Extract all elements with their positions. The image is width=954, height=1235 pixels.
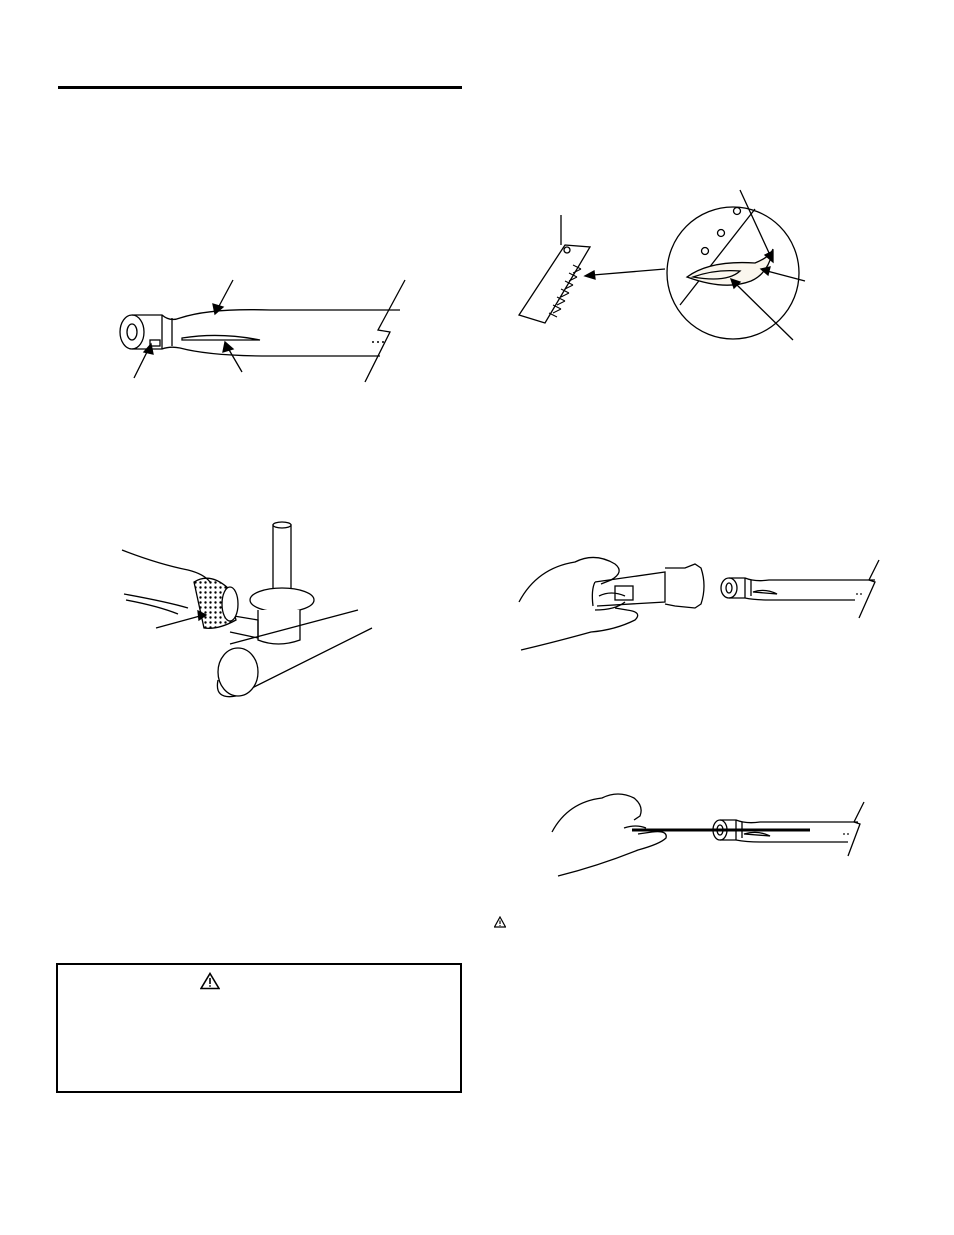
flame-detail-figure xyxy=(515,185,815,350)
section-header-rule xyxy=(58,86,462,89)
flame-magnifier-icon xyxy=(515,185,815,350)
burner-tube-icon xyxy=(110,270,420,390)
warning-box xyxy=(56,963,462,1093)
hand-wire-icon xyxy=(548,788,878,883)
hand-tube-brush-figure xyxy=(515,550,885,660)
hand-brush-icon xyxy=(515,550,885,660)
warning-triangle-icon xyxy=(200,972,220,995)
burner-tube-figure xyxy=(110,270,420,390)
warning-triangle-icon xyxy=(494,915,506,933)
hand-wire-tube-figure xyxy=(548,788,878,883)
valve-orifice-icon xyxy=(118,520,388,705)
valve-orifice-figure xyxy=(118,520,388,705)
